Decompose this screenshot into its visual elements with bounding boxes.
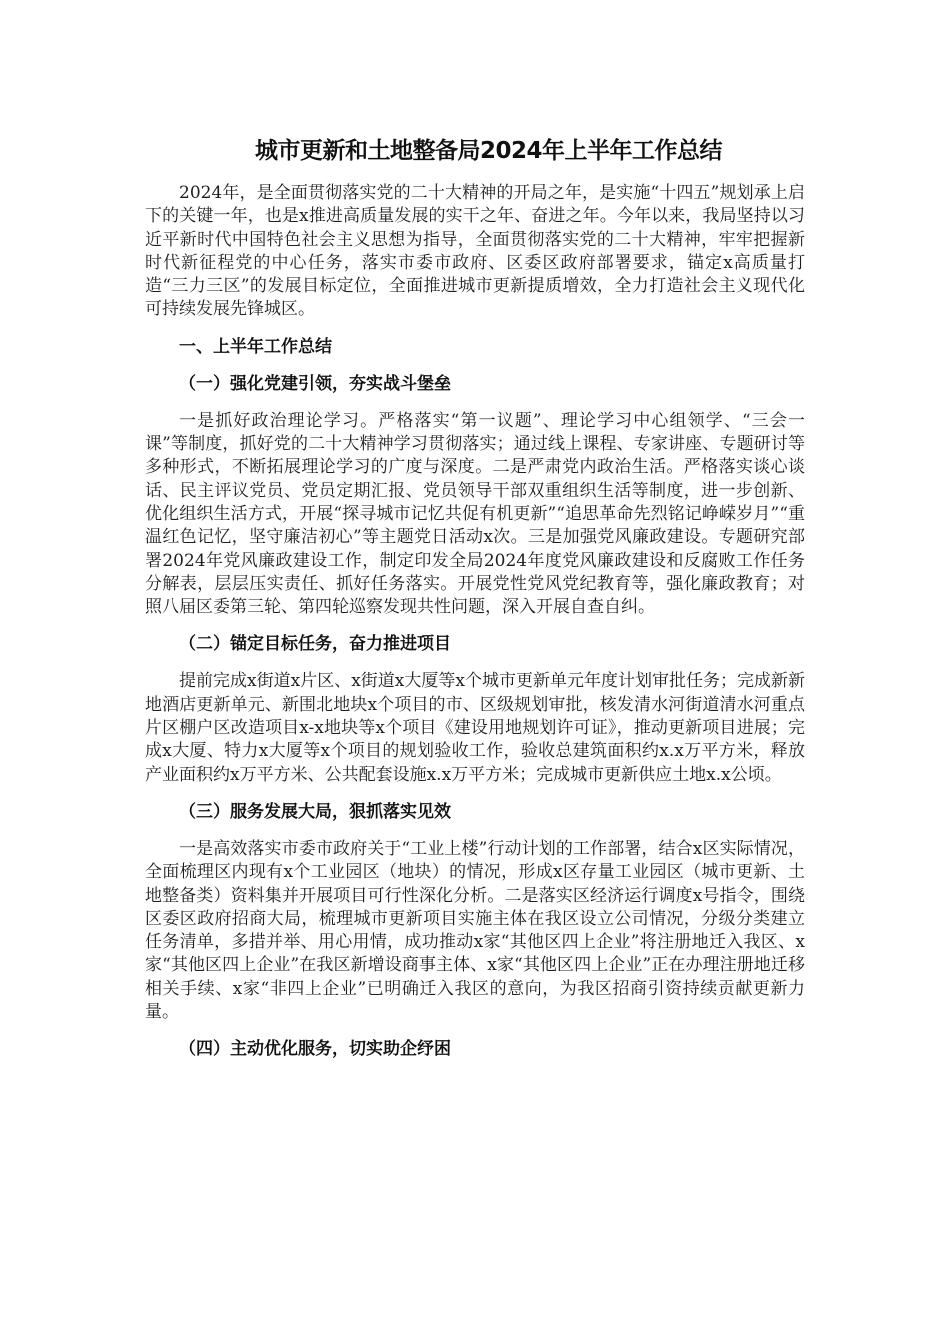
subsection-body-projects: 提前完成x街道x片区、x街道x大厦等x个城市更新单元年度计划审批任务；完成新新地酒店更新单元、新围北地块x个项目的市、区级规划审批，核发清水河街道清水河重点片区棚户区改造项目x-x地块等x个项目《建设用地规划许可证》，推动更新项目进展；完成x大厦、特力x大厦等x个项目的规划验收工作，验收总建筑面积约x.x万平方米，释放产业面积约x万平方米、公共配套设施x.x万平方米；完成城市更新供应土地x.x公顷。: [145, 671, 805, 785]
subsection-heading-development: （三）服务发展大局，狠抓落实见效: [179, 801, 451, 822]
section-heading-summary: 一、上半年工作总结: [179, 336, 332, 357]
subsection-heading-services: （四）主动优化服务，切实助企纾困: [179, 1039, 451, 1060]
subsection-heading-projects: （二）锚定目标任务，奋力推进项目: [179, 634, 451, 655]
intro-paragraph: 2024年，是全面贯彻落实党的二十大精神的开局之年，是实施“十四五”规划承上启下的关键一年，也是x推进高质量发展的实干之年、奋进之年。今年以来，我局坚持以习近平新时代中国特色社会主义思想为指导，全面贯彻落实党的二十大精神，牢牢把握新时代新征程党的中心任务，落实市委市政府、区委区政府部署要求，锚定x高质量打造“三力三区”的发展目标定位，全面推进城市更新提质增效，全力打造社会主义现代化可持续发展先锋城区。: [145, 183, 805, 320]
subsection-heading-party-building: （一）强化党建引领，夯实战斗堡垒: [179, 373, 451, 394]
document-body: [145, 134, 805, 1075]
subsection-body-development: 一是高效落实市委市政府关于“工业上楼”行动计划的工作部署，结合x区实际情况，全面梳理区内现有x个工业园区（地块）的情况，形成x区存量工业园区（城市更新、土地整备类）资料集并开展项目可行性深化分析。二是落实区经济运行调度x号指令，围绕区委区政府招商大局，梳理城市更新项目实施主体在我区设立公司情况，分级分类建立任务清单，多措并举、用心用情，成功推动x家“其他区四上企业”将注册地迁入我区、x家“其他区四上企业”在我区新增设商事主体、x家“其他区四上企业”正在办理注册地迁移相关手续、x家“非四上企业”已明确迁入我区的意向，为我区招商引资持续贡献更新力量。: [145, 838, 805, 1023]
document-title: 城市更新和土地整备局2024年上半年工作总结: [255, 138, 723, 164]
subsection-body-party-building: 一是抓好政治理论学习。严格落实“第一议题”、理论学习中心组领学、“三会一课”等制度，抓好党的二十大精神学习贯彻落实；通过线上课程、专家讲座、专题研讨等多种形式，不断拓展理论学习的广度与深度。二是严肃党内政治生活。严格落实谈心谈话、民主评议党员、党员定期汇报、党员领导干部双重组织生活等制度，进一步创新、优化组织生活方式，开展“探寻城市记忆共促有机更新”“追思革命先烈铭记峥嵘岁月”“重温红色记忆，坚守廉洁初心”等主题党日活动x次。三是加强党风廉政建设。专题研究部署2024年党风廉政建设工作，制定印发全局2024年度党风廉政建设和反腐败工作任务分解表，层层压实责任、抓好任务落实。开展党性党风党纪教育等，强化廉政教育；对照八届区委第三轮、第四轮巡察发现共性问题，深入开展自查自纠。: [145, 410, 805, 618]
